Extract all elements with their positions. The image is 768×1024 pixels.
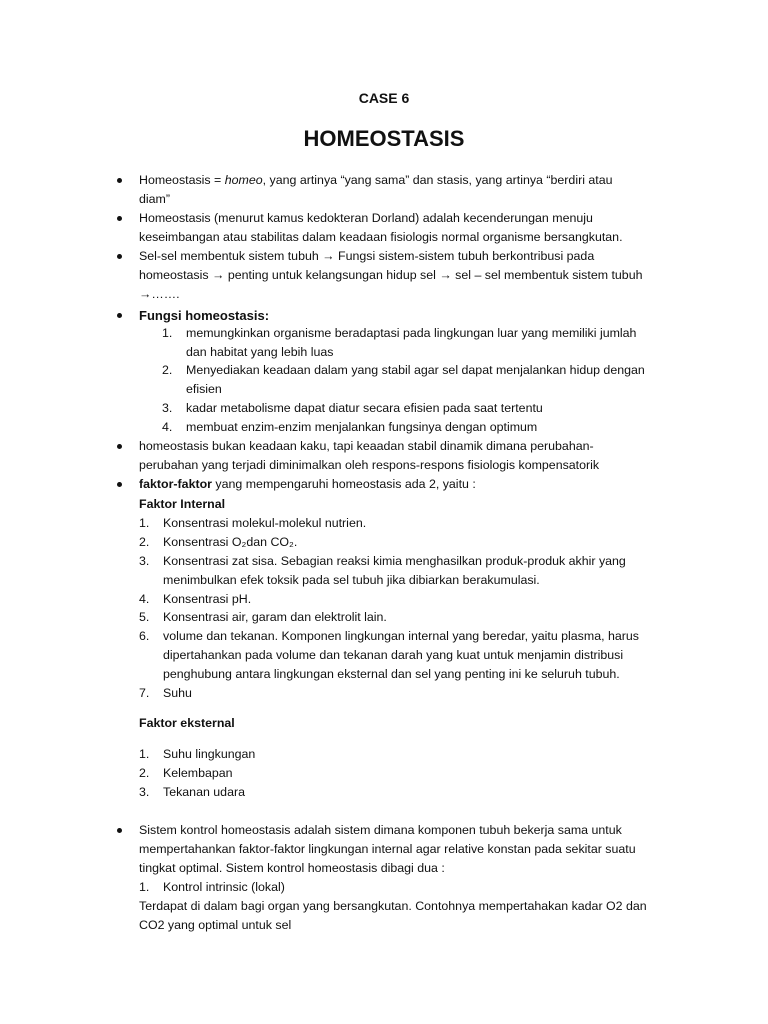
bullet-marker bbox=[117, 828, 122, 833]
external-2-line1: Kelembapan bbox=[163, 766, 233, 780]
internal-2-line1: Konsentrasi O₂dan CO₂. bbox=[163, 535, 298, 549]
bullet-marker bbox=[117, 444, 122, 449]
bullet-marker bbox=[117, 178, 122, 183]
internal-3-line2: menimbulkan efek toksik pada sel tubuh jika dibiarkan berakumulasi. bbox=[163, 573, 540, 587]
b1-rest: , yang artinya “yang sama” dan stasis, yang artinya “berdiri atau bbox=[262, 173, 613, 187]
b7-para-line2: CO2 yang optimal untuk sel bbox=[139, 918, 292, 932]
b1-line1 bbox=[139, 171, 613, 190]
b5-line1: homeostasis bukan keadaan kaku, tapi keaadan stabil dinamik dimana perubahan- bbox=[139, 439, 594, 453]
internal-7-line1: Suhu bbox=[163, 686, 192, 700]
internal-7-num: 7. bbox=[139, 686, 150, 700]
internal-6-num: 6. bbox=[139, 629, 150, 643]
internal-4-line1: Konsentrasi pH. bbox=[163, 592, 252, 606]
b4-item-1-num: 1. bbox=[162, 326, 173, 340]
b3-line2: homeostasis → penting untuk kelangsungan hidup sel → sel – sel membentuk sistem tubuh bbox=[139, 268, 643, 282]
internal-3-num: 3. bbox=[139, 554, 150, 568]
bullet-marker bbox=[117, 482, 122, 487]
b6-rest: yang mempengaruhi homeostasis ada 2, yaitu : bbox=[211, 477, 476, 491]
b1-italic: homeo bbox=[224, 173, 263, 187]
internal-heading: Faktor Internal bbox=[139, 497, 226, 511]
b2-line2: keseimbangan atau stabilitas dalam keadaan fisiologis normal organisme bersangkutan. bbox=[139, 230, 623, 244]
b7-para-line1: Terdapat di dalam bagi organ yang bersangkutan. Contohnya mempertahakan kadar O2 dan bbox=[139, 899, 647, 913]
b4-item-2-line2: efisien bbox=[186, 382, 222, 396]
internal-5-num: 5. bbox=[139, 610, 150, 624]
external-2-num: 2. bbox=[139, 766, 150, 780]
b4-item-2-line1: Menyediakan keadaan dalam yang stabil agar sel dapat menjalankan hidup dengan bbox=[186, 363, 645, 377]
b7-line3: tingkat optimal. Sistem kontrol homeostasis dibagi dua : bbox=[139, 861, 445, 875]
internal-2-num: 2. bbox=[139, 535, 150, 549]
internal-3-line1: Konsentrasi zat sisa. Sebagian reaksi kimia menghasilkan produk-produk akhir yang bbox=[163, 554, 626, 568]
bullet-marker bbox=[117, 216, 122, 221]
b7-line1: Sistem kontrol homeostasis adalah sistem dimana komponen tubuh bekerja sama untuk bbox=[139, 823, 622, 837]
internal-5-line1: Konsentrasi air, garam dan elektrolit lain. bbox=[163, 610, 387, 624]
b4-heading: Fungsi homeostasis: bbox=[139, 308, 270, 323]
b1-line2: diam” bbox=[139, 192, 170, 206]
external-heading: Faktor eksternal bbox=[139, 716, 235, 730]
internal-4-num: 4. bbox=[139, 592, 150, 606]
b4-item-4-line1: membuat enzim-enzim menjalankan fungsinya dengan optimum bbox=[186, 420, 538, 434]
b4-item-2-num: 2. bbox=[162, 363, 173, 377]
case-label: CASE 6 bbox=[358, 90, 410, 106]
b4-item-3-num: 3. bbox=[162, 401, 173, 415]
external-3-line1: Tekanan udara bbox=[163, 785, 245, 799]
b5-line2: perubahan yang terjadi diminimalkan oleh respons-respons fisiologis kompensatorik bbox=[139, 458, 600, 472]
b4-item-1-line2: dan habitat yang lebih luas bbox=[186, 345, 334, 359]
page-title: HOMEOSTASIS bbox=[303, 126, 465, 151]
external-1-num: 1. bbox=[139, 747, 150, 761]
internal-6-line3: penghubung antara lingkungan eksternal dan sel yang penting ini ke seluruh tubuh. bbox=[163, 667, 620, 681]
b7-sub-num: 1. bbox=[139, 880, 150, 894]
internal-6-line2: dipertahankan pada volume dan tekanan darah yang kuat untuk menjamin distribusi bbox=[163, 648, 624, 662]
b6-intro bbox=[139, 475, 476, 494]
bullet-marker bbox=[117, 254, 122, 259]
b4-item-1-line1: memungkinkan organisme beradaptasi pada lingkungan luar yang memiliki jumlah bbox=[186, 326, 637, 340]
b6-bold: faktor-faktor bbox=[139, 477, 212, 491]
external-3-num: 3. bbox=[139, 785, 150, 799]
internal-1-num: 1. bbox=[139, 516, 150, 530]
b2-line1: Homeostasis (menurut kamus kedokteran Dorland) adalah kecenderungan menuju bbox=[139, 211, 593, 225]
b3-line1: Sel-sel membentuk sistem tubuh → Fungsi sistem-sistem tubuh berkontribusi pada bbox=[139, 249, 595, 263]
b4-item-3-line1: kadar metabolisme dapat diatur secara efisien pada saat tertentu bbox=[186, 401, 543, 415]
b7-sub-label: Kontrol intrinsic (lokal) bbox=[163, 880, 285, 894]
b7-line2: mempertahankan faktor-faktor lingkungan internal agar relative konstan pada sekitar suatu bbox=[139, 842, 636, 856]
b4-item-4-num: 4. bbox=[162, 420, 173, 434]
internal-6-line1: volume dan tekanan. Komponen lingkungan internal yang beredar, yaitu plasma, harus bbox=[163, 629, 639, 643]
external-1-line1: Suhu lingkungan bbox=[163, 747, 256, 761]
internal-1-line1: Konsentrasi molekul-molekul nutrien. bbox=[163, 516, 367, 530]
bullet-marker bbox=[117, 313, 122, 318]
b1-term: Homeostasis = bbox=[139, 173, 225, 187]
b3-line3: →……. bbox=[139, 287, 180, 301]
